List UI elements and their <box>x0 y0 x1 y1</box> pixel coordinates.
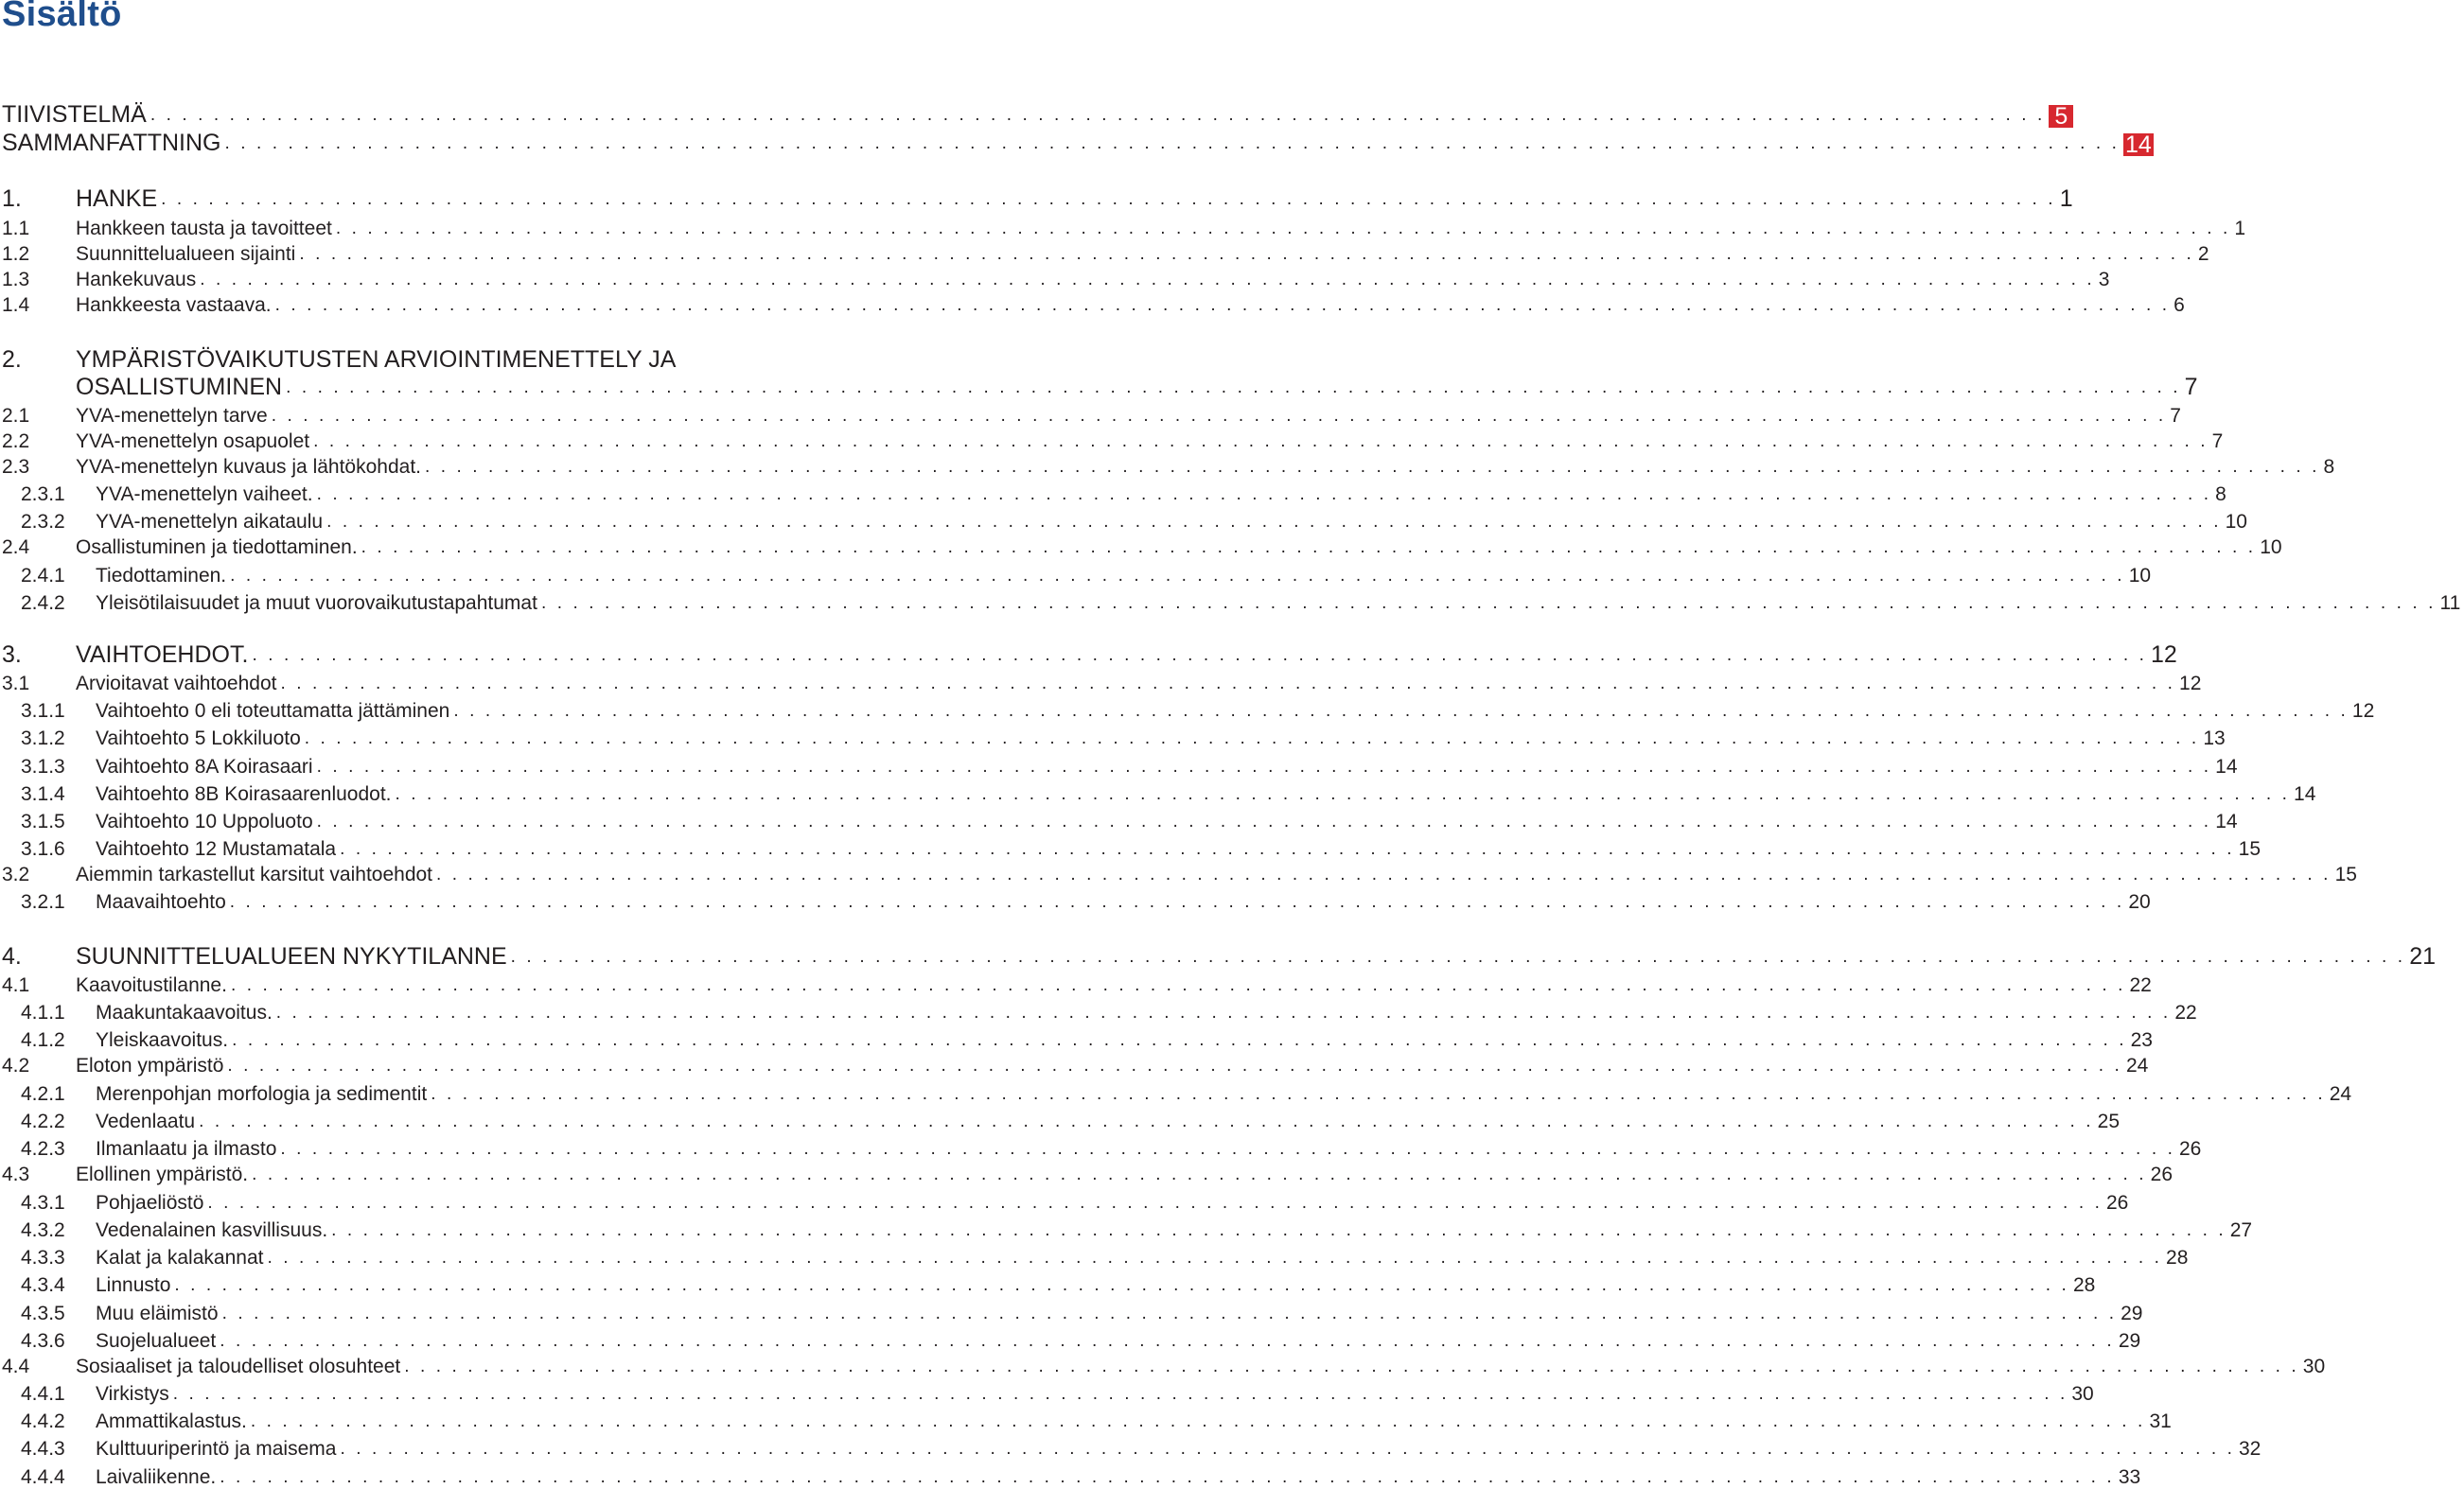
dot-leader: . . . . . . . . . . . . . . . . . . . . . . . . . . . . . . . . . . . . . . . . . . . . . . . . . . . . . . . . . . . . . . . . . . . . . . . . . . . . . . . . . . . . . . . . . . . . . . . . . . . . . . . . . . . . . . . . . . . . . . . . <box>271 406 2167 426</box>
toc-entry-label: Laivaliikenne. <box>96 1466 217 1488</box>
toc-entry[interactable] <box>0 1188 2129 1215</box>
toc-entry[interactable] <box>0 1379 2094 1406</box>
toc-entry[interactable] <box>0 669 2202 695</box>
toc-entry-number: 1.2 <box>2 243 30 265</box>
toc-entry-label: Linnusto <box>96 1274 171 1296</box>
toc-entry-number: 4.4.3 <box>21 1438 65 1460</box>
toc-entry-number: 2.4 <box>2 536 30 558</box>
toc-entry-label: Suojelualueet <box>96 1330 217 1352</box>
toc-entry-number: 3.1.3 <box>21 756 65 778</box>
dot-leader: . . . . . . . . . . . . . . . . . . . . . . . . . . . . . . . . . . . . . . . . . . . . . . . . . . . . . . . . . . . . . . . . . . . . . . . . . . . . . . . . . . . . . . . . . . . . . . . . . . . . . . . . . . . . . . . . . . . . . . . . <box>161 189 2056 209</box>
toc-entry-label: Virkistys <box>96 1383 169 1405</box>
toc-entry-label: Vaihtoehto 5 Lokkiluoto <box>96 727 301 749</box>
toc-entry-number: 4.3.6 <box>21 1330 65 1352</box>
toc-entry-label: Vaihtoehto 0 eli toteuttamatta jättäminen <box>96 700 450 722</box>
dot-leader: . . . . . . . . . . . . . . . . . . . . . . . . . . . . . . . . . . . . . . . . . . . . . . . . . . . . . . . . . . . . . . . . . . . . . . . . . . . . . . . . . . . . . . . . . . . . . . . . . . . . . . . . . . . . . . . . . . . . . . . . <box>299 244 2194 264</box>
toc-entry-number: 4.4.1 <box>21 1383 65 1405</box>
toc-entry-number: 4.3.2 <box>21 1219 65 1241</box>
dot-leader: . . . . . . . . . . . . . . . . . . . . . . . . . . . . . . . . . . . . . . . . . . . . . . . . . . . . . . . . . . . . . . . . . . . . . . . . . . . . . . . . . . . . . . . . . . . . . . . . . . . . . . . . . . . . . . . . . . . . . . . . <box>221 1304 2118 1323</box>
dot-leader: . . . . . . . . . . . . . . . . . . . . . . . . . . . . . . . . . . . . . . . . . . . . . . . . . . . . . . . . . . . . . . . . . . . . . . . . . . . . . . . . . . . . . . . . . . . . . . . . . . . . . . . . . . . . . . . . . . . . . . . . <box>395 784 2291 804</box>
toc-entry[interactable] <box>0 239 2209 266</box>
dot-leader: . . . . . . . . . . . . . . . . . . . . . . . . . . . . . . . . . . . . . . . . . . . . . . . . . . . . . . . . . . . . . . . . . . . . . . . . . . . . . . . . . . . . . . . . . . . . . . . . . . . . . . . . . . . . . . . . . . . . . . . . <box>150 105 2046 125</box>
page-number: 15 <box>2238 838 2262 860</box>
toc-entry-label: HANKE <box>76 185 158 212</box>
page-number: 25 <box>2097 1111 2121 1132</box>
page-number: 3 <box>2098 269 2110 290</box>
toc-entry[interactable] <box>0 887 2151 914</box>
page-number: 28 <box>2072 1274 2096 1296</box>
toc-entry-number: 3.1 <box>2 673 30 694</box>
toc-entry-label: Hankkeesta vastaava. <box>76 294 272 316</box>
toc-entry-label: Pohjaeliöstö <box>96 1192 204 1214</box>
toc-entry-label: Vaihtoehto 10 Uppoluoto <box>96 811 313 832</box>
page-number: 14 <box>2294 783 2316 805</box>
toc-entry-label: YVA-menettelyn vaiheet. <box>96 483 313 505</box>
page-number: 10 <box>2225 511 2247 533</box>
dot-leader: . . . . . . . . . . . . . . . . . . . . . . . . . . . . . . . . . . . . . . . . . . . . . . . . . . . . . . . . . . . . . . . . . . . . . . . . . . . . . . . . . . . . . . . . . . . . . . . . . . . . . . . . . . . . . . . . . . . . . . . . <box>230 975 2126 995</box>
toc-entry[interactable] <box>0 724 2226 750</box>
toc-entry-label: Maavaihtoehto <box>96 891 226 913</box>
toc-entry[interactable] <box>0 1134 2202 1161</box>
toc-entry-number: 4.1.1 <box>21 1002 65 1024</box>
dot-leader: . . . . . . . . . . . . . . . . . . . . . . . . . . . . . . . . . . . . . . . . . . . . . . . . . . . . . . . . . . . . . . . . . . . . . . . . . . . . . . . . . . . . . . . . . . . . . . . . . . . . . . . . . . . . . . . . . . . . . . . . <box>207 1193 2103 1213</box>
page-number: 31 <box>2149 1410 2172 1432</box>
page-number: 2 <box>2197 243 2209 265</box>
dot-leader: . . . . . . . . . . . . . . . . . . . . . . . . . . . . . . . . . . . . . . . . . . . . . . . . . . . . . . . . . . . . . . . . . . . . . . . . . . . . . . . . . . . . . . . . . . . . . . . . . . . . . . . . . . . . . . . . . . . . . . . . <box>220 1467 2115 1487</box>
dot-leader: . . . . . . . . . . . . . . . . . . . . . . . . . . . . . . . . . . . . . . . . . . . . . . . . . . . . . . . . . . . . . . . . . . . . . . . . . . . . . . . . . . . . . . . . . . . . . . . . . . . . . . . . . . . . . . . . . . . . . . . . <box>316 484 2212 504</box>
toc-entry-number: 4.4 <box>2 1356 30 1377</box>
toc-entry-number: 4.3.1 <box>21 1192 65 1214</box>
dot-leader: . . . . . . . . . . . . . . . . . . . . . . . . . . . . . . . . . . . . . . . . . . . . . . . . . . . . . . . . . . . . . . . . . . . . . . . . . . . . . . . . . . . . . . . . . . . . . . . . . . . . . . . . . . . . . . . . . . . . . . . . <box>275 1003 2172 1023</box>
toc-entry-label: Ilmanlaatu ja ilmasto <box>96 1138 277 1160</box>
page-number: 8 <box>2215 483 2226 505</box>
toc-entry[interactable] <box>0 1243 2189 1270</box>
dot-leader: . . . . . . . . . . . . . . . . . . . . . . . . . . . . . . . . . . . . . . . . . . . . . . . . . . . . . . . . . . . . . . . . . . . . . . . . . . . . . . . . . . . . . . . . . . . . . . . . . . . . . . . . . . . . . . . . . . . . . . . . <box>232 1030 2127 1050</box>
toc-entry[interactable] <box>0 427 2224 453</box>
toc-entry-number: 2.2 <box>2 430 30 452</box>
toc-entry[interactable] <box>0 1160 2173 1186</box>
page-number: 12 <box>2150 641 2177 668</box>
dot-leader: . . . . . . . . . . . . . . . . . . . . . . . . . . . . . . . . . . . . . . . . . . . . . . . . . . . . . . . . . . . . . . . . . . . . . . . . . . . . . . . . . . . . . . . . . . . . . . . . . . . . . . . . . . . . . . . . . . . . . . . . <box>172 1384 2068 1404</box>
dot-leader: . . . . . . . . . . . . . . . . . . . . . . . . . . . . . . . . . . . . . . . . . . . . . . . . . . . . . . . . . . . . . . . . . . . . . . . . . . . . . . . . . . . . . . . . . . . . . . . . . . . . . . . . . . . . . . . . . . . . . . . . <box>361 537 2257 557</box>
toc-entry[interactable] <box>0 401 2181 428</box>
toc-entry[interactable] <box>0 1352 2326 1378</box>
dot-leader: . . . . . . . . . . . . . . . . . . . . . . . . . . . . . . . . . . . . . . . . . . . . . . . . . . . . . . . . . . . . . . . . . . . . . . . . . . . . . . . . . . . . . . . . . . . . . . . . . . . . . . . . . . . . . . . . . . . . . . . . <box>250 1411 2146 1431</box>
toc-entry-number: 4. <box>2 943 22 970</box>
toc-entry-number: 3.2.1 <box>21 891 65 913</box>
toc-entry-label: OSALLISTUMINEN <box>76 374 283 400</box>
page-title: Sisältö <box>2 0 122 34</box>
toc-entry-label: Osallistuminen ja tiedottaminen. <box>76 536 358 558</box>
toc-entry-label: Yleiskaavoitus. <box>96 1029 229 1051</box>
toc-entry-label: Suunnittelualueen sijainti <box>76 243 296 265</box>
toc-entry[interactable] <box>0 1051 2149 1077</box>
toc-entry-label: Yleisötilaisuudet ja muut vuorovaikutustapahtumat <box>96 592 537 614</box>
toc-entry-number: 3.1.6 <box>21 838 65 860</box>
toc-entry-number: 3.1.5 <box>21 811 65 832</box>
dot-leader: . . . . . . . . . . . . . . . . . . . . . . . . . . . . . . . . . . . . . . . . . . . . . . . . . . . . . . . . . . . . . . . . . . . . . . . . . . . . . . . . . . . . . . . . . . . . . . . . . . . . . . . . . . . . . . . . . . . . . . . . <box>510 947 2406 967</box>
toc-entry-label: YVA-menettelyn tarve <box>76 405 268 427</box>
toc-entry-label: Kaavoitustilanne. <box>76 974 227 996</box>
dot-leader: . . . . . . . . . . . . . . . . . . . . . . . . . . . . . . . . . . . . . . . . . . . . . . . . . . . . . . . . . . . . . . . . . . . . . . . . . . . . . . . . . . . . . . . . . . . . . . . . . . . . . . . . . . . . . . . . . . . . . . . . <box>229 892 2125 912</box>
page-number: 26 <box>2150 1164 2173 1185</box>
toc-entry[interactable] <box>0 971 2152 997</box>
toc-entry-label: Kalat ja kalakannat <box>96 1247 264 1269</box>
toc-entry-number: 1. <box>2 185 22 212</box>
dot-leader: . . . . . . . . . . . . . . . . . . . . . . . . . . . . . . . . . . . . . . . . . . . . . . . . . . . . . . . . . . . . . . . . . . . . . . . . . . . . . . . . . . . . . . . . . . . . . . . . . . . . . . . . . . . . . . . . . . . . . . . . <box>220 1331 2115 1351</box>
toc-entry-label: YVA-menettelyn kuvaus ja lähtökohdat. <box>76 456 421 478</box>
toc-entry-label: VAIHTOEHDOT. <box>76 641 249 668</box>
page-number-badge: 14 <box>2125 131 2152 158</box>
page-number: 29 <box>2121 1303 2143 1324</box>
toc-entry-number: 2.4.1 <box>21 565 65 587</box>
toc-entry[interactable] <box>0 452 2335 479</box>
toc-entry[interactable] <box>0 1216 2253 1242</box>
page-number: 1 <box>2234 218 2246 239</box>
page-number: 30 <box>2302 1356 2326 1377</box>
toc-entry[interactable] <box>0 344 908 373</box>
toc-entry-number: 3.1.2 <box>21 727 65 749</box>
toc-entry-label: Vedenalainen kasvillisuus. <box>96 1219 328 1241</box>
toc-entry[interactable] <box>0 807 2238 833</box>
toc-entry[interactable] <box>0 834 2262 861</box>
dot-leader: . . . . . . . . . . . . . . . . . . . . . . . . . . . . . . . . . . . . . . . . . . . . . . . . . . . . . . . . . . . . . . . . . . . . . . . . . . . . . . . . . . . . . . . . . . . . . . . . . . . . . . . . . . . . . . . . . . . . . . . . <box>304 728 2200 748</box>
toc-entry-number: 2.3.2 <box>21 511 65 533</box>
page-number: 22 <box>2129 974 2152 996</box>
toc-entry-number: 4.4.4 <box>21 1466 65 1488</box>
toc-entry-number: 4.3.5 <box>21 1303 65 1324</box>
toc-entry[interactable] <box>0 639 2177 668</box>
toc-entry[interactable] <box>0 1025 2153 1052</box>
toc-entry-label: Merenpohjan morfologia ja sedimentit <box>96 1083 428 1105</box>
dot-leader: . . . . . . . . . . . . . . . . . . . . . . . . . . . . . . . . . . . . . . . . . . . . . . . . . . . . . . . . . . . . . . . . . . . . . . . . . . . . . . . . . . . . . . . . . . . . . . . . . . . . . . . . . . . . . . . . . . . . . . . . <box>199 1112 2094 1131</box>
page-number: 12 <box>2351 700 2375 722</box>
dot-leader: . . . . . . . . . . . . . . . . . . . . . . . . . . . . . . . . . . . . . . . . . . . . . . . . . . . . . . . . . . . . . . . . . . . . . . . . . . . . . . . . . . . . . . . . . . . . . . . . . . . . . . . . . . . . . . . . . . . . . . . . <box>174 1275 2069 1295</box>
toc-entry-number: 2.4.2 <box>21 592 65 614</box>
toc-entry-number: 4.3 <box>2 1164 30 1185</box>
page-number: 7 <box>2211 430 2224 452</box>
toc-entry-number: 4.3.3 <box>21 1247 65 1269</box>
toc-entry[interactable] <box>0 533 2282 559</box>
toc-entry[interactable] <box>0 214 2246 240</box>
toc-entry-label: Arvioitavat vaihtoehdot <box>76 673 277 694</box>
dot-leader: . . . . . . . . . . . . . . . . . . . . . . . . . . . . . . . . . . . . . . . . . . . . . . . . . . . . . . . . . . . . . . . . . . . . . . . . . . . . . . . . . . . . . . . . . . . . . . . . . . . . . . . . . . . . . . . . . . . . . . . . <box>274 295 2171 315</box>
toc-entry[interactable] <box>0 696 2375 723</box>
toc-entry-number: 2. <box>2 346 22 373</box>
page-number: 7 <box>2184 374 2198 400</box>
page-number: 29 <box>2118 1330 2141 1352</box>
toc-entry[interactable] <box>0 561 2152 587</box>
page-number-badge: 5 <box>2049 105 2073 128</box>
toc-entry[interactable] <box>0 265 2110 291</box>
toc-entry-label: Hankekuvaus <box>76 269 197 290</box>
toc-entry-label: Vaihtoehto 8B Koirasaarenluodot. <box>96 783 392 805</box>
dot-leader: . . . . . . . . . . . . . . . . . . . . . . . . . . . . . . . . . . . . . . . . . . . . . . . . . . . . . . . . . . . . . . . . . . . . . . . . . . . . . . . . . . . . . . . . . . . . . . . . . . . . . . . . . . . . . . . . . . . . . . . . <box>431 1084 2326 1104</box>
page-number: 28 <box>2166 1247 2189 1269</box>
toc-entry-number: 4.4.2 <box>21 1410 65 1432</box>
toc-entry[interactable] <box>0 99 2068 130</box>
dot-leader: . . . . . . . . . . . . . . . . . . . . . . . . . . . . . . . . . . . . . . . . . . . . . . . . . . . . . . . . . . . . . . . . . . . . . . . . . . . . . . . . . . . . . . . . . . . . . . . . . . . . . . . . . . . . . . . . . . . . . . . . <box>340 1439 2235 1459</box>
toc-entry-label: SUUNNITTELUALUEEN NYKYTILANNE <box>76 943 507 970</box>
dot-leader: . . . . . . . . . . . . . . . . . . . . . . . . . . . . . . . . . . . . . . . . . . . . . . . . . . . . . . . . . . . . . . . . . . . . . . . . . . . . . . . . . . . . . . . . . . . . . . . . . . . . . . . . . . . . . . . . . . . . . . . . <box>230 566 2125 586</box>
dot-leader: . . . . . . . . . . . . . . . . . . . . . . . . . . . . . . . . . . . . . . . . . . . . . . . . . . . . . . . . . . . . . . . . . . . . . . . . . . . . . . . . . . . . . . . . . . . . . . . . . . . . . . . . . . . . . . . . . . . . . . . . <box>224 133 2121 153</box>
toc-entry[interactable] <box>0 1434 2262 1461</box>
page-number: 1 <box>2059 185 2073 212</box>
page-number: 12 <box>2179 673 2202 694</box>
toc-entry[interactable] <box>0 1079 2352 1106</box>
toc-entry[interactable] <box>0 998 2197 1025</box>
dot-leader: . . . . . . . . . . . . . . . . . . . . . . . . . . . . . . . . . . . . . . . . . . . . . . . . . . . . . . . . . . . . . . . . . . . . . . . . . . . . . . . . . . . . . . . . . . . . . . . . . . . . . . . . . . . . . . . . . . . . . . . . <box>252 645 2147 665</box>
toc-entry-label: YVA-menettelyn osapuolet <box>76 430 310 452</box>
toc-entry-number: 4.1.2 <box>21 1029 65 1051</box>
toc-entry-number: 4.3.4 <box>21 1274 65 1296</box>
page-number: 14 <box>2215 811 2238 832</box>
toc-entry-number: 3.2 <box>2 864 30 885</box>
dot-leader: . . . . . . . . . . . . . . . . . . . . . . . . . . . . . . . . . . . . . . . . . . . . . . . . . . . . . . . . . . . . . . . . . . . . . . . . . . . . . . . . . . . . . . . . . . . . . . . . . . . . . . . . . . . . . . . . . . . . . . . . <box>436 865 2332 885</box>
toc-entry-label: Vaihtoehto 8A Koirasaari <box>96 756 313 778</box>
toc-entry-label: Sosiaaliset ja taloudelliset olosuhteet <box>76 1356 401 1377</box>
toc-entry[interactable] <box>0 1270 2096 1297</box>
page-number: 33 <box>2118 1466 2141 1488</box>
toc-entry-number: 2.1 <box>2 405 30 427</box>
dot-leader: . . . . . . . . . . . . . . . . . . . . . . . . . . . . . . . . . . . . . . . . . . . . . . . . . . . . . . . . . . . . . . . . . . . . . . . . . . . . . . . . . . . . . . . . . . . . . . . . . . . . . . . . . . . . . . . . . . . . . . . . <box>340 839 2235 859</box>
toc-entry-number: 4.2.2 <box>21 1111 65 1132</box>
toc-entry-label: YMPÄRISTÖVAIKUTUSTEN ARVIOINTIMENETTELY JA <box>76 346 677 373</box>
toc-entry-label: YVA-menettelyn aikataulu <box>96 511 324 533</box>
toc-entry[interactable] <box>0 588 2461 615</box>
toc-entry-number: 2.3 <box>2 456 30 478</box>
dot-leader: . . . . . . . . . . . . . . . . . . . . . . . . . . . . . . . . . . . . . . . . . . . . . . . . . . . . . . . . . . . . . . . . . . . . . . . . . . . . . . . . . . . . . . . . . . . . . . . . . . . . . . . . . . . . . . . . . . . . . . . . <box>227 1056 2122 1076</box>
dot-leader: . . . . . . . . . . . . . . . . . . . . . . . . . . . . . . . . . . . . . . . . . . . . . . . . . . . . . . . . . . . . . . . . . . . . . . . . . . . . . . . . . . . . . . . . . . . . . . . . . . . . . . . . . . . . . . . . . . . . . . . . <box>425 457 2320 477</box>
page-number: 32 <box>2239 1438 2262 1460</box>
page-number: 26 <box>2178 1138 2202 1160</box>
toc-entry-number: 4.1 <box>2 974 30 996</box>
toc-entry-label: Hankkeen tausta ja tavoitteet <box>76 218 332 239</box>
dot-leader: . . . . . . . . . . . . . . . . . . . . . . . . . . . . . . . . . . . . . . . . . . . . . . . . . . . . . . . . . . . . . . . . . . . . . . . . . . . . . . . . . . . . . . . . . . . . . . . . . . . . . . . . . . . . . . . . . . . . . . . . <box>453 701 2349 721</box>
toc-entry-number: 1.4 <box>2 294 30 316</box>
toc-entry-label: Elollinen ympäristö. <box>76 1164 249 1185</box>
dot-leader: . . . . . . . . . . . . . . . . . . . . . . . . . . . . . . . . . . . . . . . . . . . . . . . . . . . . . . . . . . . . . . . . . . . . . . . . . . . . . . . . . . . . . . . . . . . . . . . . . . . . . . . . . . . . . . . . . . . . . . . . <box>331 1220 2226 1240</box>
toc-entry-label: Ammattikalastus. <box>96 1410 247 1432</box>
page-number: 22 <box>2174 1002 2197 1024</box>
page-number: 8 <box>2323 456 2335 478</box>
toc-entry[interactable] <box>0 752 2238 779</box>
toc-entry[interactable] <box>0 1463 2141 1489</box>
page-number: 24 <box>2125 1055 2149 1077</box>
page-number: 21 <box>2409 943 2437 970</box>
toc-entry[interactable] <box>0 941 2437 970</box>
toc-entry[interactable] <box>0 184 2073 212</box>
dot-leader: . . . . . . . . . . . . . . . . . . . . . . . . . . . . . . . . . . . . . . . . . . . . . . . . . . . . . . . . . . . . . . . . . . . . . . . . . . . . . . . . . . . . . . . . . . . . . . . . . . . . . . . . . . . . . . . . . . . . . . . . <box>540 593 2437 613</box>
page-number: 15 <box>2334 864 2357 885</box>
dot-leader: . . . . . . . . . . . . . . . . . . . . . . . . . . . . . . . . . . . . . . . . . . . . . . . . . . . . . . . . . . . . . . . . . . . . . . . . . . . . . . . . . . . . . . . . . . . . . . . . . . . . . . . . . . . . . . . . . . . . . . . . <box>280 674 2176 693</box>
dot-leader: . . . . . . . . . . . . . . . . . . . . . . . . . . . . . . . . . . . . . . . . . . . . . . . . . . . . . . . . . . . . . . . . . . . . . . . . . . . . . . . . . . . . . . . . . . . . . . . . . . . . . . . . . . . . . . . . . . . . . . . . <box>286 377 2181 397</box>
dot-leader: . . . . . . . . . . . . . . . . . . . . . . . . . . . . . . . . . . . . . . . . . . . . . . . . . . . . . . . . . . . . . . . . . . . . . . . . . . . . . . . . . . . . . . . . . . . . . . . . . . . . . . . . . . . . . . . . . . . . . . . . <box>316 812 2212 832</box>
toc-entry-number: 3. <box>2 641 22 668</box>
toc-entry-number: 4.2.3 <box>21 1138 65 1160</box>
toc-entry[interactable] <box>0 1107 2121 1133</box>
toc-entry[interactable] <box>0 780 2316 806</box>
page-number: 14 <box>2215 756 2238 778</box>
toc-entry-label: Maakuntakaavoitus. <box>96 1002 273 1024</box>
dot-leader: . . . . . . . . . . . . . . . . . . . . . . . . . . . . . . . . . . . . . . . . . . . . . . . . . . . . . . . . . . . . . . . . . . . . . . . . . . . . . . . . . . . . . . . . . . . . . . . . . . . . . . . . . . . . . . . . . . . . . . . . <box>316 757 2212 777</box>
page-number: 30 <box>2071 1383 2094 1405</box>
dot-leader: . . . . . . . . . . . . . . . . . . . . . . . . . . . . . . . . . . . . . . . . . . . . . . . . . . . . . . . . . . . . . . . . . . . . . . . . . . . . . . . . . . . . . . . . . . . . . . . . . . . . . . . . . . . . . . . . . . . . . . . . <box>335 219 2231 238</box>
toc-entry-label: TIIVISTELMÄ <box>2 101 147 128</box>
page-number: 10 <box>2260 536 2282 558</box>
toc-entry[interactable] <box>0 480 2226 506</box>
page-number: 27 <box>2229 1219 2253 1241</box>
toc-entry-label: SAMMANFATTNING <box>2 130 221 156</box>
page-number: 6 <box>2174 294 2185 316</box>
toc-entry-number: 1.1 <box>2 218 30 239</box>
toc-entry-number: 4.2.1 <box>21 1083 65 1105</box>
page-number: 26 <box>2105 1192 2129 1214</box>
toc-entry[interactable] <box>0 1407 2172 1433</box>
page-number: 7 <box>2170 405 2181 427</box>
toc-entry[interactable] <box>0 1326 2141 1353</box>
page-number: 24 <box>2329 1083 2352 1105</box>
toc-entry[interactable] <box>0 1299 2143 1325</box>
toc-entry-number: 2.3.1 <box>21 483 65 505</box>
toc-entry-label: Muu eläimistö <box>96 1303 219 1324</box>
toc-entry[interactable] <box>0 507 2247 534</box>
toc-entry-label: Eloton ympäristö <box>76 1055 224 1077</box>
page-number: 13 <box>2203 727 2226 749</box>
dot-leader: . . . . . . . . . . . . . . . . . . . . . . . . . . . . . . . . . . . . . . . . . . . . . . . . . . . . . . . . . . . . . . . . . . . . . . . . . . . . . . . . . . . . . . . . . . . . . . . . . . . . . . . . . . . . . . . . . . . . . . . . <box>252 1165 2147 1184</box>
toc-entry-number: 3.1.1 <box>21 700 65 722</box>
dot-leader: . . . . . . . . . . . . . . . . . . . . . . . . . . . . . . . . . . . . . . . . . . . . . . . . . . . . . . . . . . . . . . . . . . . . . . . . . . . . . . . . . . . . . . . . . . . . . . . . . . . . . . . . . . . . . . . . . . . . . . . . <box>280 1139 2175 1159</box>
page-number: 11 <box>2439 592 2461 614</box>
dot-leader: . . . . . . . . . . . . . . . . . . . . . . . . . . . . . . . . . . . . . . . . . . . . . . . . . . . . . . . . . . . . . . . . . . . . . . . . . . . . . . . . . . . . . . . . . . . . . . . . . . . . . . . . . . . . . . . . . . . . . . . . <box>200 270 2095 289</box>
toc-entry-number: 1.3 <box>2 269 30 290</box>
dot-leader: . . . . . . . . . . . . . . . . . . . . . . . . . . . . . . . . . . . . . . . . . . . . . . . . . . . . . . . . . . . . . . . . . . . . . . . . . . . . . . . . . . . . . . . . . . . . . . . . . . . . . . . . . . . . . . . . . . . . . . . . <box>404 1357 2299 1376</box>
dot-leader: . . . . . . . . . . . . . . . . . . . . . . . . . . . . . . . . . . . . . . . . . . . . . . . . . . . . . . . . . . . . . . . . . . . . . . . . . . . . . . . . . . . . . . . . . . . . . . . . . . . . . . . . . . . . . . . . . . . . . . . . <box>326 512 2222 532</box>
page-number: 20 <box>2128 891 2151 913</box>
page-number: 23 <box>2130 1029 2153 1051</box>
toc-entry-number: 4.2 <box>2 1055 30 1077</box>
toc-entry-label: Vaihtoehto 12 Mustamatala <box>96 838 337 860</box>
dot-leader: . . . . . . . . . . . . . . . . . . . . . . . . . . . . . . . . . . . . . . . . . . . . . . . . . . . . . . . . . . . . . . . . . . . . . . . . . . . . . . . . . . . . . . . . . . . . . . . . . . . . . . . . . . . . . . . . . . . . . . . . <box>267 1248 2163 1268</box>
toc-entry-number: 3.1.4 <box>21 783 65 805</box>
toc-entry-label: Kulttuuriperintö ja maisema <box>96 1438 337 1460</box>
toc-entry[interactable] <box>0 290 2185 317</box>
dot-leader: . . . . . . . . . . . . . . . . . . . . . . . . . . . . . . . . . . . . . . . . . . . . . . . . . . . . . . . . . . . . . . . . . . . . . . . . . . . . . . . . . . . . . . . . . . . . . . . . . . . . . . . . . . . . . . . . . . . . . . . . <box>313 431 2209 451</box>
page-number: 10 <box>2128 565 2152 587</box>
toc-entry-label: Aiemmin tarkastellut karsitut vaihtoehdot <box>76 864 433 885</box>
toc-entry[interactable] <box>0 128 2152 158</box>
toc-entry[interactable] <box>0 372 2198 400</box>
toc-entry-label: Vedenlaatu <box>96 1111 196 1132</box>
toc-entry-label: Tiedottaminen. <box>96 565 227 587</box>
toc-entry[interactable] <box>0 860 2357 886</box>
